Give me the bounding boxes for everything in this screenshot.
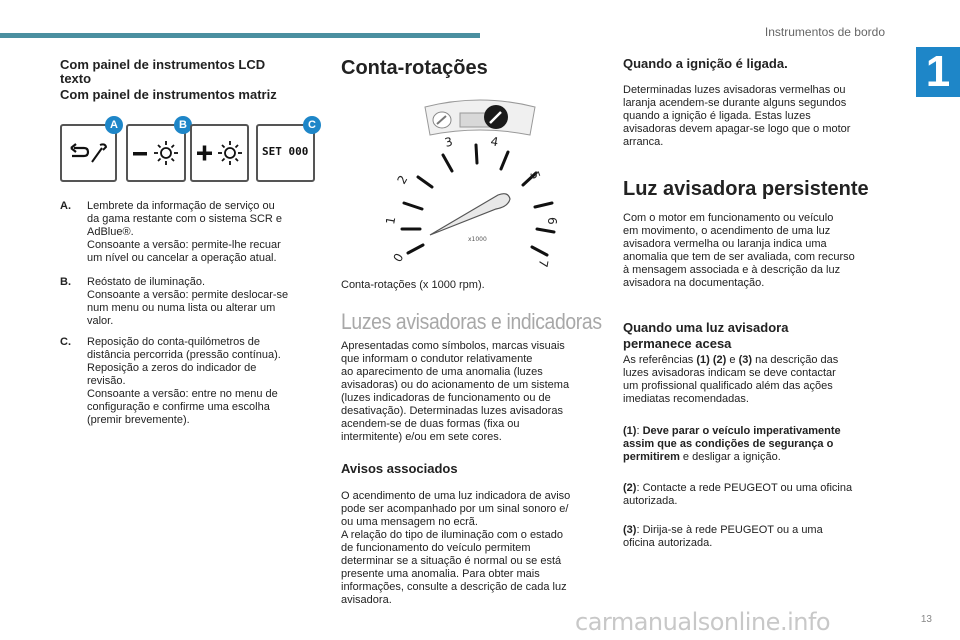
- reference-3: [623, 524, 888, 550]
- svg-text:1: 1: [383, 215, 399, 226]
- remains-lit-title: Quando uma luz avisadora: [623, 320, 789, 335]
- item-label: A.: [60, 200, 71, 212]
- ref-3-text: : Dirija-se à rede PEUGEOT ou a uma oficina autorizada.: [623, 524, 823, 549]
- reference-1: (1): Deve parar o veículo imperativamente assim que as condições de segurança o permitirem e desligar a ignição.: [623, 425, 841, 463]
- set-000-icon: SET 000: [262, 145, 309, 158]
- refs-text-a: As referências: [623, 354, 697, 366]
- badge-a: A: [105, 116, 123, 134]
- reference-2: [623, 482, 888, 508]
- tachometer-caption: Conta-rotações (x 1000 rpm).: [341, 279, 485, 291]
- ignition-title: Quando a ignição é ligada.: [623, 56, 788, 71]
- button-b-illustration: [126, 119, 187, 182]
- svg-text:4: 4: [489, 134, 500, 150]
- svg-text:2: 2: [394, 172, 411, 187]
- refs-text-c: e: [726, 354, 739, 366]
- heading-lcd: Com painel de instrumentos LCD: [60, 57, 266, 72]
- refs-text-e: na descrição das luzes avisadoras indicam se deve contactar um profissional qualificado além das ações imediatas recomendadas.: [623, 354, 839, 405]
- watermark: carmanualsonline.info: [575, 608, 831, 636]
- button-c-illustration: [256, 119, 316, 182]
- return-wrench-icon: [62, 126, 115, 180]
- tachometer-title: Conta-rotações: [341, 57, 488, 79]
- svg-text:7: 7: [535, 258, 551, 269]
- warning-lights-text: Apresentadas como símbolos, marcas visuais que informam o condutor relativamente ao aparecimento de uma anomalia (luzes avisadoras) ou do acionamento de um sistema (luzes indicadoras de funcionamento ou de desativação). Determinadas luzes avisadoras acendem-se de duas formas (fixa ou intermitente) e/ou em sete cores.: [341, 340, 570, 443]
- remains-lit-title-line2: permanece acesa: [623, 336, 732, 351]
- svg-text:5: 5: [527, 169, 543, 182]
- item-text: Reposição do conta-quilómetros de distância percorrida (pressão contínua). Reposição a zeros do indicador de revisão. Consoante a versão: entre no menu de configuração e confirme uma escolha (premir brevemente).: [87, 336, 281, 426]
- button-a-illustration: [60, 119, 118, 182]
- associated-warnings-title: Avisos associados: [341, 461, 458, 476]
- ref-1-text: e desligar a ignição.: [679, 451, 781, 463]
- refs-bold-3: (3): [738, 354, 753, 366]
- ignition-text: Determinadas luzes avisadoras vermelhas ou laranja acendem-se durante alguns segundos quando a ignição é ligada. Estas luzes avisadoras devem apagar-se logo que o motor arranca.: [623, 84, 851, 148]
- references-text: [623, 354, 888, 406]
- persistent-light-title: Luz avisadora persistente: [623, 178, 869, 200]
- ref-1-bold-text: Deve parar o veículo imperativamente assim que as condições de segurança o permitirem: [623, 425, 841, 463]
- plus-brightness-icon: [192, 126, 247, 180]
- ref-1-number: (1): [623, 425, 637, 437]
- persistent-light-text: Com o motor em funcionamento ou veículo em movimento, o acendimento de uma luz avisadora vermelha ou laranja indica uma anomalia que tem de ser avaliada, com recurso à mensagem associada e à descrição da luz avisadora na documentação.: [623, 212, 855, 289]
- button-plus-illustration: [190, 124, 249, 182]
- item-label: C.: [60, 336, 71, 348]
- ref-2-number: (2): [623, 482, 637, 494]
- svg-text:3: 3: [443, 134, 455, 150]
- minus-brightness-icon: [128, 126, 184, 180]
- header-bar: [0, 33, 480, 38]
- badge-c: C: [303, 116, 321, 134]
- ref-3-number: (3): [623, 524, 637, 536]
- svg-text:0: 0: [390, 250, 407, 265]
- heading-lcd-line2: texto: [60, 71, 92, 86]
- refs-bold-12: (1) (2): [696, 354, 727, 366]
- svg-text:6: 6: [545, 217, 559, 225]
- heading-matrix: Com painel de instrumentos matriz: [60, 87, 277, 102]
- associated-warnings-text: O acendimento de uma luz indicadora de aviso pode ser acompanhado por um sinal sonoro e/ ou uma mensagem no ecrã. A relação do tipo de iluminação com o estado de funcionamento do veículo permitem determinar se a situação é normal ou se está presente uma anomalia. Para obter mais informações, consulte a descrição de cada luz avisadora.: [341, 490, 571, 606]
- item-text: Reóstato de iluminação. Consoante a versão: permite deslocar-se num menu ou numa lista ou alterar um valor.: [87, 276, 289, 327]
- item-text: Lembrete da informação de serviço ou da gama restante com o sistema SCR e AdBlue®. Consoante a versão: permite-lhe recuar um nível ou cancelar a operação atual.: [87, 200, 283, 264]
- chapter-number-tab: 1: [916, 47, 960, 97]
- section-title: Instrumentos de bordo: [764, 25, 885, 39]
- tachometer-illustration: [380, 95, 580, 275]
- badge-b: B: [174, 116, 192, 134]
- ref-2-text: : Contacte a rede PEUGEOT ou uma oficina autorizada.: [623, 482, 853, 507]
- page-number: 13: [920, 614, 932, 625]
- tachometer-unit-label: x1000: [468, 236, 487, 243]
- item-label: B.: [60, 276, 71, 288]
- warning-lights-title: Luzes avisadoras e indicadoras: [341, 309, 602, 334]
